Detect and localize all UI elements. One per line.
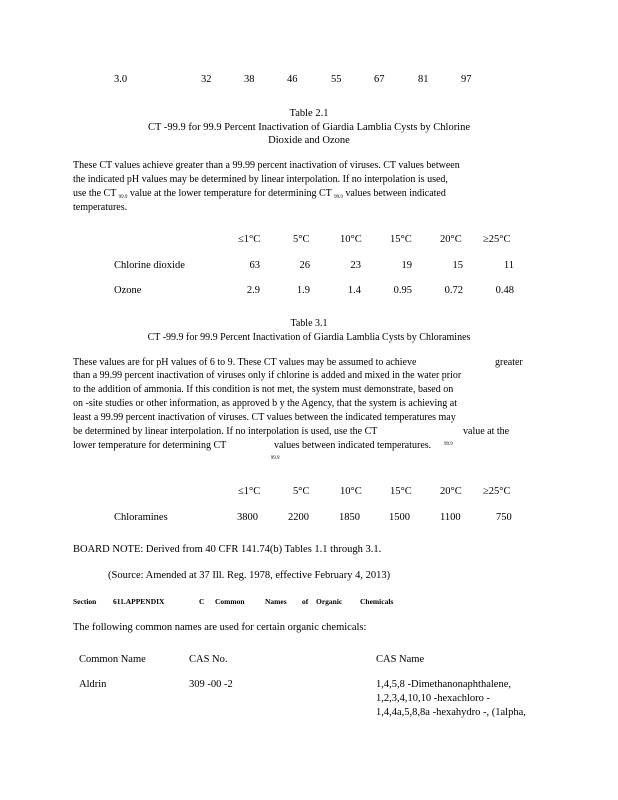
- table-31-header: 5°C: [293, 486, 310, 497]
- table-21-header: 15°C: [390, 234, 412, 245]
- section-title-word: Common: [215, 597, 245, 606]
- table-31-cell: 3800: [237, 512, 258, 523]
- section-appendix: 611.APPENDIX: [113, 597, 165, 606]
- section-title-word: Organic: [316, 597, 343, 606]
- table-21-cell: 19: [401, 260, 412, 271]
- table-21-header: ≥25°C: [483, 234, 511, 245]
- table-21-header: 10°C: [340, 234, 362, 245]
- top-row-value: 55: [331, 74, 342, 85]
- table-31-cell: 1500: [389, 512, 410, 523]
- section-appendix-letter: C: [199, 597, 205, 606]
- board-note: BOARD NOTE: Derived from 40 CFR 141.74(b) Tables 1.1 through 3.1.: [73, 544, 382, 555]
- section-label: Section: [73, 597, 97, 606]
- table-21-cell: 26: [299, 260, 310, 271]
- top-row-label: 3.0: [114, 74, 128, 85]
- org-table-header: Common Name: [79, 654, 146, 665]
- table-31-cell: 1100: [440, 512, 461, 523]
- table-21-title: Table 2.1: [289, 108, 329, 119]
- section-title-word: Names: [265, 597, 287, 606]
- table-31-paragraph-tail: value at the: [463, 426, 510, 437]
- table-21-cell: 1.4: [347, 285, 361, 296]
- text-segment: value at the lower temperature for determining CT: [127, 188, 335, 199]
- table-21-paragraph-line: temperatures.: [73, 202, 128, 213]
- table-21-cell: 0.95: [393, 285, 412, 296]
- table-31-paragraph-line: than a 99.99 percent inactivation of viruses only if chlorine is added and mixed in the water prior: [73, 370, 462, 381]
- org-table-cas-name: 1,4,4a,5,8,8a -hexahydro -, (1alpha,: [376, 707, 526, 718]
- table-21-row-label: Ozone: [114, 285, 142, 296]
- table-31-header: 15°C: [390, 486, 412, 497]
- org-table-cas: 309 -00 -2: [189, 679, 233, 690]
- table-31-title: Table 3.1: [290, 318, 328, 329]
- table-31-header: 20°C: [440, 486, 462, 497]
- table-31-paragraph-word: greater: [495, 357, 523, 368]
- table-21-row-label: Chlorine dioxide: [114, 260, 185, 271]
- table-31-paragraph-line: least a 99.99 percent inactivation of viruses. CT values between the indicated temperatures may: [73, 412, 456, 423]
- table-31-header: ≤1°C: [238, 486, 261, 497]
- org-table-cas-name: 1,4,5,8 -Dimethanonaphthalene,: [376, 679, 512, 690]
- table-31-subtitle: CT -99.9 for 99.9 Percent Inactivation of Giardia Lamblia Cysts by Chloramines: [147, 332, 471, 343]
- org-table-header: CAS No.: [189, 654, 228, 665]
- table-31-paragraph-line: be determined by linear interpolation. If no interpolation is used, use the CT: [73, 426, 378, 437]
- table-21-cell: 23: [350, 260, 361, 271]
- table-21-cell: 0.48: [495, 285, 514, 296]
- table-31-paragraph-line: on -site studies or other information, as approved b y the Agency, that the system is achieving at: [73, 398, 457, 409]
- top-row-value: 97: [461, 74, 472, 85]
- table-21-subtitle-cont: Dioxide and Ozone: [268, 135, 350, 146]
- table-31-paragraph-line: lower temperature for determining CT: [73, 440, 227, 451]
- top-row-value: 32: [201, 74, 212, 85]
- table-31-cell: 2200: [288, 512, 309, 523]
- table-31-header: 10°C: [340, 486, 362, 497]
- table-31-row-label: Chloramines: [114, 512, 168, 523]
- top-row-value: 67: [374, 74, 385, 85]
- subscript: 99.9: [444, 442, 453, 447]
- subscript: 99.9: [334, 195, 343, 200]
- intro-text: The following common names are used for certain organic chemicals:: [73, 622, 367, 633]
- table-21-paragraph-line: These CT values achieve greater than a 99.99 percent inactivation of viruses. CT values between: [73, 160, 460, 171]
- subscript: 99.9: [118, 195, 128, 200]
- table-31-paragraph-tail: values between indicated temperatures.: [274, 440, 432, 451]
- table-31-cell: 750: [496, 512, 512, 523]
- text-segment: values between indicated: [342, 188, 446, 199]
- table-21-header: 5°C: [293, 234, 310, 245]
- table-31-cell: 1850: [339, 512, 360, 523]
- table-21-cell: 63: [249, 260, 260, 271]
- section-title-word: of: [302, 597, 309, 606]
- table-21-cell: 0.72: [444, 285, 463, 296]
- table-21-header: 20°C: [440, 234, 462, 245]
- table-21-paragraph-line: [73, 188, 446, 202]
- source-note: (Source: Amended at 37 Ill. Reg. 1978, effective February 4, 2013): [108, 570, 391, 581]
- org-table-header: CAS Name: [376, 654, 425, 665]
- org-table-cas-name: 1,2,3,4,10,10 -hexachloro -: [376, 693, 491, 704]
- table-21-paragraph-line: the indicated pH values may be determined by linear interpolation. If no interpolation is used,: [73, 174, 448, 185]
- top-row-value: 46: [287, 74, 298, 85]
- table-21-cell: 1.9: [296, 285, 310, 296]
- table-21-header: ≤1°C: [238, 234, 261, 245]
- table-21-cell: 11: [503, 260, 514, 271]
- table-31-header: ≥25°C: [483, 486, 511, 497]
- section-title-word: Chemicals: [360, 597, 394, 606]
- top-row-value: 38: [244, 74, 255, 85]
- table-31-paragraph-line: to the addition of ammonia. If this condition is not met, the system must demonstrate, based on: [73, 384, 454, 395]
- top-row-value: 81: [418, 74, 429, 85]
- table-21-cell: 2.9: [246, 285, 260, 296]
- subscript: 99.9: [270, 456, 280, 461]
- table-21-cell: 15: [452, 260, 463, 271]
- table-31-paragraph-line: These values are for pH values of 6 to 9. These CT values may be assumed to achieve: [73, 357, 417, 368]
- table-21-subtitle: CT -99.9 for 99.9 Percent Inactivation of Giardia Lamblia Cysts by Chlorine: [147, 122, 471, 133]
- text-segment: use the CT: [73, 188, 119, 199]
- org-table-name: Aldrin: [79, 679, 107, 690]
